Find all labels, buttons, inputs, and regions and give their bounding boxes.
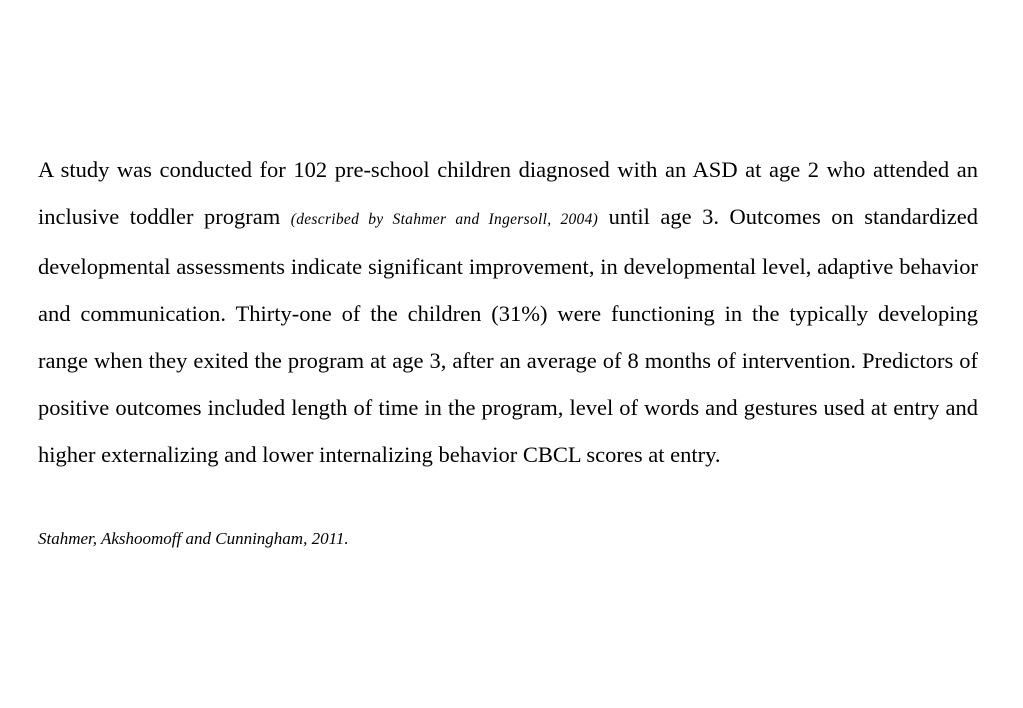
source-citation: Stahmer, Akshoomoff and Cunningham, 2011.: [38, 529, 349, 548]
inline-citation-open-paren: (: [290, 211, 297, 228]
inline-citation: described by Stahmer and Ingersoll, 2004: [296, 211, 593, 228]
abstract-paragraph: [38, 146, 978, 478]
inline-citation-close-paren: ): [592, 211, 599, 228]
abstract-text-start: A study was conducted for 102 pre-school children diagnosed with an ASD at age 2 who attended an inclusive toddler program: [38, 157, 978, 229]
abstract-text-end: until age 3. Outcomes on standardized developmental assessments indicate significant improvement, in developmental level, adaptive behavior and communication. Thirty-one of the children (31%) were functioning in the typically developing range when they exited the program at age 3, after an average of 8 months of intervention. Predictors of positive outcomes included length of time in the program, level of words and gestures used at entry and higher externalizing and lower internalizing behavior CBCL scores at entry.: [38, 204, 978, 467]
